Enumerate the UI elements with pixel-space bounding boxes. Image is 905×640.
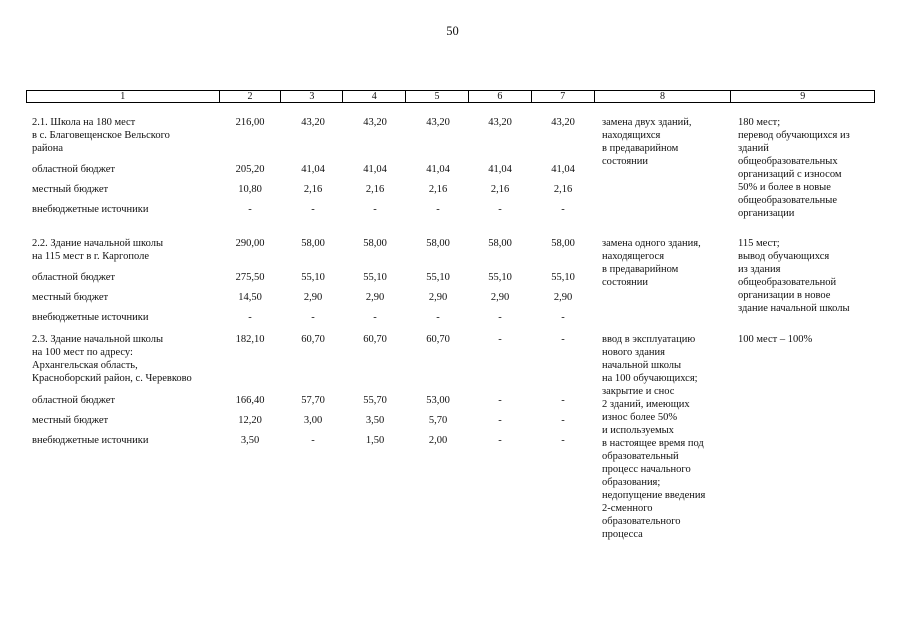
section-total-cell: 60,70 (426, 334, 450, 345)
funding-value-cell: - (373, 312, 377, 323)
funding-value-cell: 3,50 (240, 435, 260, 446)
funding-value-cell: 2,16 (490, 184, 510, 195)
funding-value-cell: - (561, 395, 565, 406)
section-title-line: 2.1. Школа на 180 мест (32, 117, 136, 128)
funding-source-label: местный бюджет (32, 292, 109, 303)
result-description-line: процесс начального (602, 464, 691, 475)
funding-value-cell: 41,04 (488, 164, 512, 175)
funding-source-label: внебюджетные источники (32, 435, 149, 446)
capacity-description-line: вывод обучающихся (738, 251, 830, 262)
capacity-description-line: общеобразовательных (738, 156, 838, 167)
capacity-description-line: здание начальной школы (738, 303, 850, 314)
funding-value-cell: 12,20 (238, 415, 262, 426)
result-description-line: 2-сменного (602, 503, 653, 514)
result-description-line: нового здания (602, 347, 665, 358)
section-title-line: на 100 мест по адресу: (32, 347, 133, 358)
result-description-line: находящихся (602, 130, 661, 141)
funding-value-cell: 2,90 (490, 292, 510, 303)
header-cell: 7 (531, 91, 594, 102)
funding-value-cell: 5,70 (428, 415, 448, 426)
header-cell: 4 (342, 91, 405, 102)
result-description-line: процесса (602, 529, 643, 540)
funding-value-cell: 55,10 (426, 272, 450, 283)
funding-value-cell: - (248, 312, 252, 323)
funding-value-cell: 55,10 (551, 272, 575, 283)
result-description-line: и используемых (602, 425, 674, 436)
funding-value-cell: - (498, 204, 502, 215)
result-description-line: образовательный (602, 451, 679, 462)
funding-value-cell: - (498, 395, 502, 406)
header-cell: 8 (594, 91, 731, 102)
result-description-line: недопущение введения (602, 490, 706, 501)
capacity-description-line: перевод обучающихся из (738, 130, 850, 141)
section-total-cell: 58,00 (551, 238, 575, 249)
funding-value-cell: - (498, 435, 502, 446)
funding-value-cell: 41,04 (363, 164, 387, 175)
result-description-line: на 100 обучающихся; (602, 373, 698, 384)
result-description-line: замена одного здания, (602, 238, 701, 249)
funding-value-cell: 14,50 (238, 292, 262, 303)
header-cell: 2 (219, 91, 281, 102)
result-description-line: находящегося (602, 251, 665, 262)
funding-value-cell: 55,10 (488, 272, 512, 283)
funding-value-cell: - (561, 435, 565, 446)
funding-value-cell: 205,20 (235, 164, 265, 175)
funding-value-cell: - (436, 204, 440, 215)
section-title-line: на 115 мест в г. Каргополе (32, 251, 149, 262)
result-description-line: ввод в эксплуатацию (602, 334, 696, 345)
capacity-description-line: из здания (738, 264, 781, 275)
funding-value-cell: - (498, 312, 502, 323)
funding-source-label: областной бюджет (32, 395, 115, 406)
result-description-line: закрытие и снос (602, 386, 675, 397)
funding-value-cell: 55,10 (301, 272, 325, 283)
funding-source-label: местный бюджет (32, 184, 109, 195)
header-cell: 9 (730, 91, 874, 102)
page-number: 50 (446, 24, 459, 38)
funding-value-cell: 2,90 (553, 292, 573, 303)
funding-value-cell: 2,16 (428, 184, 448, 195)
funding-value-cell: 57,70 (301, 395, 325, 406)
funding-source-label: областной бюджет (32, 272, 115, 283)
section-total-cell: 290,00 (235, 238, 265, 249)
section-title-line: района (32, 143, 64, 154)
section-title-line: Архангельская область, (32, 360, 138, 371)
section-title-line: 2.3. Здание начальной школы (32, 334, 163, 345)
header-cell: 1 (120, 91, 126, 102)
section-total-cell: 58,00 (426, 238, 450, 249)
funding-source-label: областной бюджет (32, 164, 115, 175)
section-total-cell: - (498, 334, 502, 345)
section-total-cell: 58,00 (488, 238, 512, 249)
funding-value-cell: - (311, 312, 315, 323)
funding-value-cell: 55,10 (363, 272, 387, 283)
funding-source-label: внебюджетные источники (32, 204, 149, 215)
funding-value-cell: 2,16 (303, 184, 323, 195)
funding-value-cell: 1,50 (365, 435, 385, 446)
section-total-cell: 58,00 (363, 238, 387, 249)
section-total-cell: 43,20 (488, 117, 512, 128)
funding-value-cell: 2,16 (553, 184, 573, 195)
section-title-line: Красноборский район, с. Черевково (32, 373, 192, 384)
header-cell: 3 (280, 91, 342, 102)
funding-value-cell: - (561, 312, 565, 323)
section-total-cell: 43,20 (551, 117, 575, 128)
section-title-line: 2.2. Здание начальной школы (32, 238, 163, 249)
section-title-line: в с. Благовещенское Вельского (32, 130, 170, 141)
funding-value-cell: - (311, 435, 315, 446)
capacity-description-line: 180 мест; (738, 117, 781, 128)
funding-value-cell: 2,90 (303, 292, 323, 303)
section-total-cell: 43,20 (301, 117, 325, 128)
funding-value-cell: 3,00 (303, 415, 323, 426)
result-description-line: образовательного (602, 516, 681, 527)
result-description-line: начальной школы (602, 360, 682, 371)
funding-value-cell: - (373, 204, 377, 215)
capacity-description-line: организации (738, 208, 795, 219)
funding-value-cell: - (436, 312, 440, 323)
capacity-description-line: общеобразовательные (738, 195, 837, 206)
funding-value-cell: 55,70 (363, 395, 387, 406)
section-total-cell: - (561, 334, 565, 345)
funding-value-cell: 166,40 (235, 395, 265, 406)
funding-source-label: внебюджетные источники (32, 312, 149, 323)
section-total-cell: 60,70 (301, 334, 325, 345)
funding-value-cell: 2,16 (365, 184, 385, 195)
result-description-line: износ более 50% (602, 412, 678, 423)
funding-value-cell: - (498, 415, 502, 426)
funding-value-cell: 275,50 (235, 272, 265, 283)
funding-value-cell: 53,00 (426, 395, 450, 406)
section-total-cell: 58,00 (301, 238, 325, 249)
header-cell: 5 (405, 91, 468, 102)
capacity-description-line: организации в новое (738, 290, 831, 301)
funding-value-cell: 2,90 (365, 292, 385, 303)
capacity-description-line: зданий (738, 143, 769, 154)
funding-value-cell: 2,90 (428, 292, 448, 303)
result-description-line: в настоящее время под (602, 438, 704, 449)
section-total-cell: 43,20 (426, 117, 450, 128)
funding-value-cell: - (561, 415, 565, 426)
funding-value-cell: - (311, 204, 315, 215)
funding-value-cell: 10,80 (238, 184, 262, 195)
result-description-line: состоянии (602, 277, 649, 288)
funding-value-cell: 2,00 (428, 435, 448, 446)
header-cell: 6 (468, 91, 531, 102)
section-total-cell: 216,00 (235, 117, 265, 128)
section-total-cell: 60,70 (363, 334, 387, 345)
capacity-description-line: организаций с износом (738, 169, 842, 180)
section-total-cell: 182,10 (235, 334, 265, 345)
result-description-line: в предаварийном (602, 264, 679, 275)
funding-source-label: местный бюджет (32, 415, 109, 426)
funding-value-cell: 3,50 (365, 415, 385, 426)
result-description-line: образования; (602, 477, 661, 488)
result-description-line: 2 зданий, имеющих (602, 399, 690, 410)
result-description-line: состоянии (602, 156, 649, 167)
result-description-line: замена двух зданий, (602, 117, 692, 128)
table-header (26, 90, 875, 103)
capacity-description-line: 100 мест – 100% (738, 334, 813, 345)
capacity-description-line: общеобразовательной (738, 277, 837, 288)
capacity-description-line: 50% и более в новые (738, 182, 831, 193)
section-total-cell: 43,20 (363, 117, 387, 128)
funding-value-cell: 41,04 (426, 164, 450, 175)
funding-value-cell: - (248, 204, 252, 215)
funding-value-cell: 41,04 (551, 164, 575, 175)
result-description-line: в предаварийном (602, 143, 679, 154)
capacity-description-line: 115 мест; (738, 238, 780, 249)
funding-value-cell: - (561, 204, 565, 215)
funding-value-cell: 41,04 (301, 164, 325, 175)
